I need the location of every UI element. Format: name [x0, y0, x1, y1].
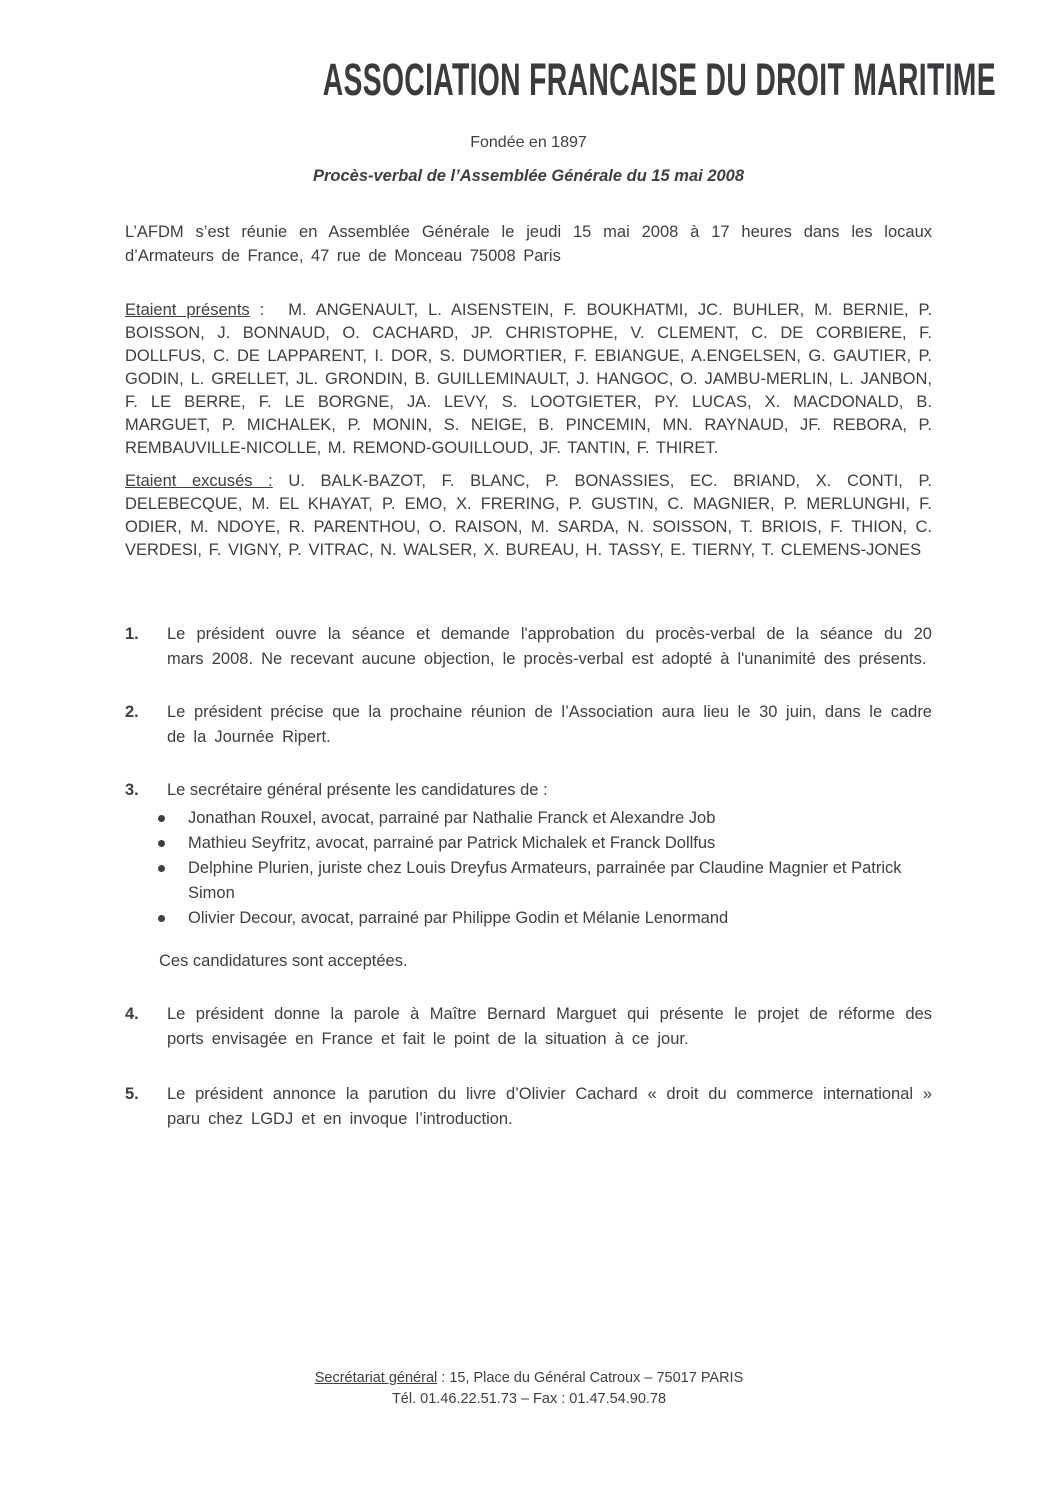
candidate-list	[158, 806, 932, 931]
candidate-text: Olivier Decour, avocat, parrainé par Philippe Godin et Mélanie Lenormand	[188, 909, 729, 927]
title-row	[125, 0, 996, 105]
candidate-bullet	[158, 806, 932, 831]
agenda-item-number: 4.	[125, 1005, 139, 1023]
candidate-bullet	[158, 856, 932, 906]
candidates-note: Ces candidatures sont acceptées.	[159, 952, 408, 970]
footer-phone-line: Tél. 01.46.22.51.73 – Fax : 01.47.54.90.78	[391, 1391, 667, 1407]
candidate-text: Mathieu Seyfritz, avocat, parrainé par Patrick Michalek et Franck Dollfus	[188, 834, 716, 852]
agenda-item-number: 2.	[125, 703, 139, 721]
agenda-item-2	[125, 700, 932, 750]
footer-address: : 15, Place du Général Catroux – 75017 PARIS	[437, 1370, 744, 1386]
agenda-item-5	[125, 1082, 932, 1132]
present-paragraph	[125, 299, 932, 460]
agenda-item-number: 1.	[125, 625, 139, 643]
agenda-item-1	[125, 622, 932, 672]
candidate-text: Delphine Plurien, juriste chez Louis Dreyfus Armateurs, parrainée par Claudine Magnier et Patrick Simon	[188, 859, 902, 902]
candidate-bullet	[158, 906, 932, 931]
footer-label: Secrétariat général	[314, 1370, 438, 1386]
bullet-icon	[158, 831, 188, 856]
present-colon: :	[249, 301, 265, 319]
footer-address-line	[0, 1368, 1058, 1389]
excused-label: Etaient excusés :	[125, 472, 273, 490]
candidate-text: Jonathan Rouxel, avocat, parrainé par Nathalie Franck et Alexandre Job	[188, 809, 716, 827]
present-label: Etaient présents	[125, 301, 250, 319]
doc-subtitle: Procès-verbal de l’Assemblée Générale du 15 mai 2008	[312, 167, 745, 185]
page-title: ASSOCIATION FRANCAISE DU DROIT MARITIME	[322, 54, 996, 105]
bullet-icon	[158, 806, 188, 831]
page-footer	[0, 1368, 1058, 1410]
excused-paragraph	[125, 470, 932, 562]
bullet-icon	[158, 906, 188, 931]
candidate-bullet	[158, 831, 932, 856]
agenda-item-text: Le président annonce la parution du livre d’Olivier Cachard « droit du commerce international » paru chez LGDJ et en invoque l’introduction.	[167, 1085, 932, 1128]
agenda-item-text: Le président ouvre la séance et demande l'approbation du procès-verbal de la séance du 20 mars 2008. Ne recevant aucune objection, le procès-verbal est adopté à l'unanimité des présents.	[167, 625, 932, 668]
bullet-icon	[158, 856, 188, 906]
present-names: M. ANGENAULT, L. AISENSTEIN, F. BOUKHATMI, JC. BUHLER, M. BERNIE, P. BOISSON, J. BONNAUD, O. CACHARD, JP. CHRISTOPHE, V. CLEMENT, C. DE CORBIERE, F. DOLLFUS, C. DE LAPPARENT, I. DOR, S. DUMORTIER, F. EBIANGUE, A.ENGELSEN, G. GAUTIER, P. GODIN, L. GRELLET, JL. GRONDIN, B. GUILLEMINAULT, J. HANGOC, O. JAMBU-MERLIN, L. JANBON, F. LE BERRE, F. LE BORGNE, JA. LEVY, S. LOOTGIETER, PY. LUCAS, X. MACDONALD, B. MARGUET, P. MICHALEK, P. MONIN, S. NEIGE, B. PINCEMIN, MN. RAYNAUD, JF. REBORA, P. REMBAUVILLE-NICOLLE, M. REMOND-GOUILLOUD, JF. TANTIN, F. THIRET.	[125, 301, 933, 457]
agenda-item-number: 3.	[125, 781, 139, 799]
intro-paragraph: L’AFDM s’est réunie en Assemblée Générale le jeudi 15 mai 2008 à 17 heures dans les locaux d’Armateurs de France, 47 rue de Monceau 75008 Paris	[125, 223, 932, 265]
agenda-item-3	[125, 778, 932, 803]
agenda-item-text: Le président précise que la prochaine réunion de l’Association aura lieu le 30 juin, dans le cadre de la Journée Ripert.	[167, 703, 932, 746]
agenda-item-text: Le président donne la parole à Maître Bernard Marguet qui présente le projet de réforme des ports envisagée en France et fait le point de la situation à ce jour.	[167, 1005, 932, 1048]
agenda-item-4	[125, 1002, 932, 1052]
agenda-item-text: Le secrétaire général présente les candidatures de :	[167, 781, 548, 799]
founded-line: Fondée en 1897	[470, 134, 587, 151]
excused-names: U. BALK-BAZOT, F. BLANC, P. BONASSIES, EC. BRIAND, X. CONTI, P. DELEBECQUE, M. EL KHAYAT, P. EMO, X. FRERING, P. GUSTIN, C. MAGNIER, P. MERLUNGHI, F. ODIER, M. NDOYE, R. PARENTHOU, O. RAISON, M. SARDA, N. SOISSON, T. BRIOIS, F. THION, C. VERDESI, F. VIGNY, P. VITRAC, N. WALSER, X. BUREAU, H. TASSY, E. TIERNY, T. CLEMENS-JONES	[125, 472, 932, 559]
agenda-item-number: 5.	[125, 1085, 139, 1103]
